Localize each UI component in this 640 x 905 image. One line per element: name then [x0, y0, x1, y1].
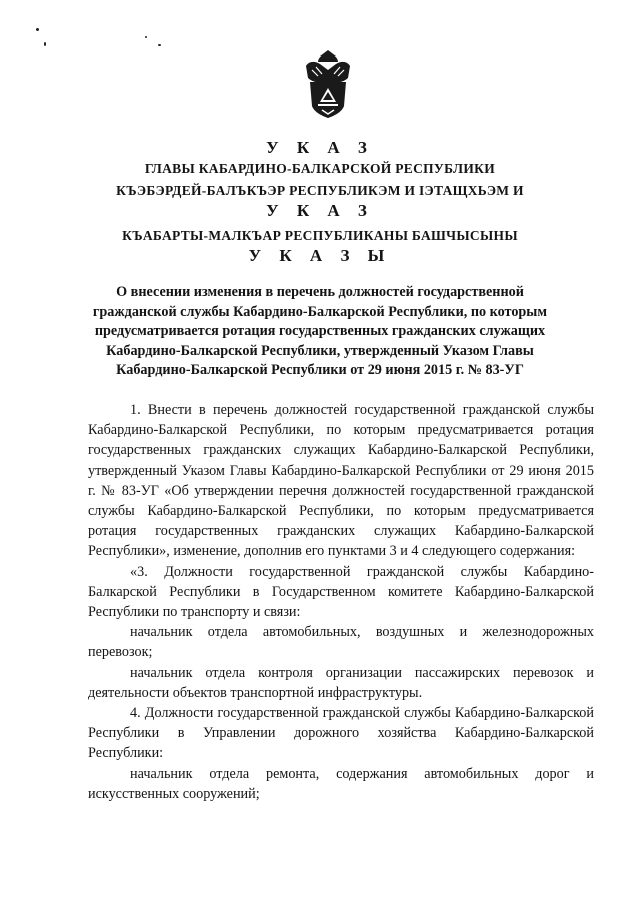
decree-body [88, 400, 594, 804]
subject-line: Кабардино-Балкарской Республики от 29 июня 2015 г. № 83-УГ [116, 362, 524, 378]
subject-line: предусматривается ротация государственных гражданских служащих [94, 323, 546, 339]
paragraph-position: начальник отдела контроля организации пассажирских перевозок и деятельности объектов транспортной инфраструктуры. [88, 664, 594, 701]
subject-line: гражданской службы Кабардино-Балкарской Республики, по которым [92, 303, 548, 320]
scan-speck [44, 42, 46, 46]
paragraph-item-1: 1. Внести в перечень должностей государственной гражданской службы Кабардино-Балкарской Республики, по которым предусматривается ротация государственных гражданских служащих Кабардино-Балкарской Республики, утвержденный Указом Главы Кабардино-Балкарской Республики от 29 июня 2015 г. № 83-УГ «Об утверждении перечня должностей государственной гражданской службы Кабардино-Балкарской Республики, по которым предусматривается ротация государственных гражданских служащих Кабардино-Балкарской Республики», изменение, дополнив его пунктами 3 и 4 следующего содержания: [88, 402, 594, 560]
header-line-russian: ГЛАВЫ КАБАРДИНО-БАЛКАРСКОЙ РЕСПУБЛИКИ [144, 161, 496, 176]
decree-title-balkar: У К А З Ы [248, 246, 392, 265]
scan-speck [158, 44, 161, 46]
decree-title: У К А З [266, 138, 374, 157]
decree-title-kabardian: У К А З [266, 201, 374, 220]
subject-line: О внесении изменения в перечень должностей государственной [116, 284, 524, 300]
decree-subject [80, 283, 560, 381]
subject-line: Кабардино-Балкарской Республики, утвержденный Указом Главы [106, 342, 534, 359]
paragraph-item-4: 4. Должности государственной гражданской службы Кабардино-Балкарской Республики в Управлении дорожного хозяйства Кабардино-Балкарской Республики: [88, 705, 594, 762]
paragraph-item-3: «3. Должности государственной гражданской службы Кабардино-Балкарской Республики в Государственном комитете Кабардино-Балкарской Республики по транспорту и связи: [88, 563, 594, 621]
paragraph-position: начальник отдела автомобильных, воздушных и железнодорожных перевозок; [88, 624, 594, 661]
header-line-balkar: КЪАБАРТЫ-МАЛКЪАР РЕСПУБЛИКАНЫ БАШЧЫСЫНЫ [122, 228, 518, 243]
coat-of-arms-icon [302, 48, 354, 120]
paragraph-position: начальник отдела ремонта, содержания автомобильных дорог и искусственных сооружений; [88, 765, 594, 802]
scan-speck [145, 36, 147, 38]
scan-speck [36, 28, 39, 31]
header-line-kabardian: КЪЭБЭРДЕЙ-БАЛЪКЪЭР РЕСПУБЛИКЭМ И ІЭТАЩХЬЭМ И [116, 183, 524, 198]
